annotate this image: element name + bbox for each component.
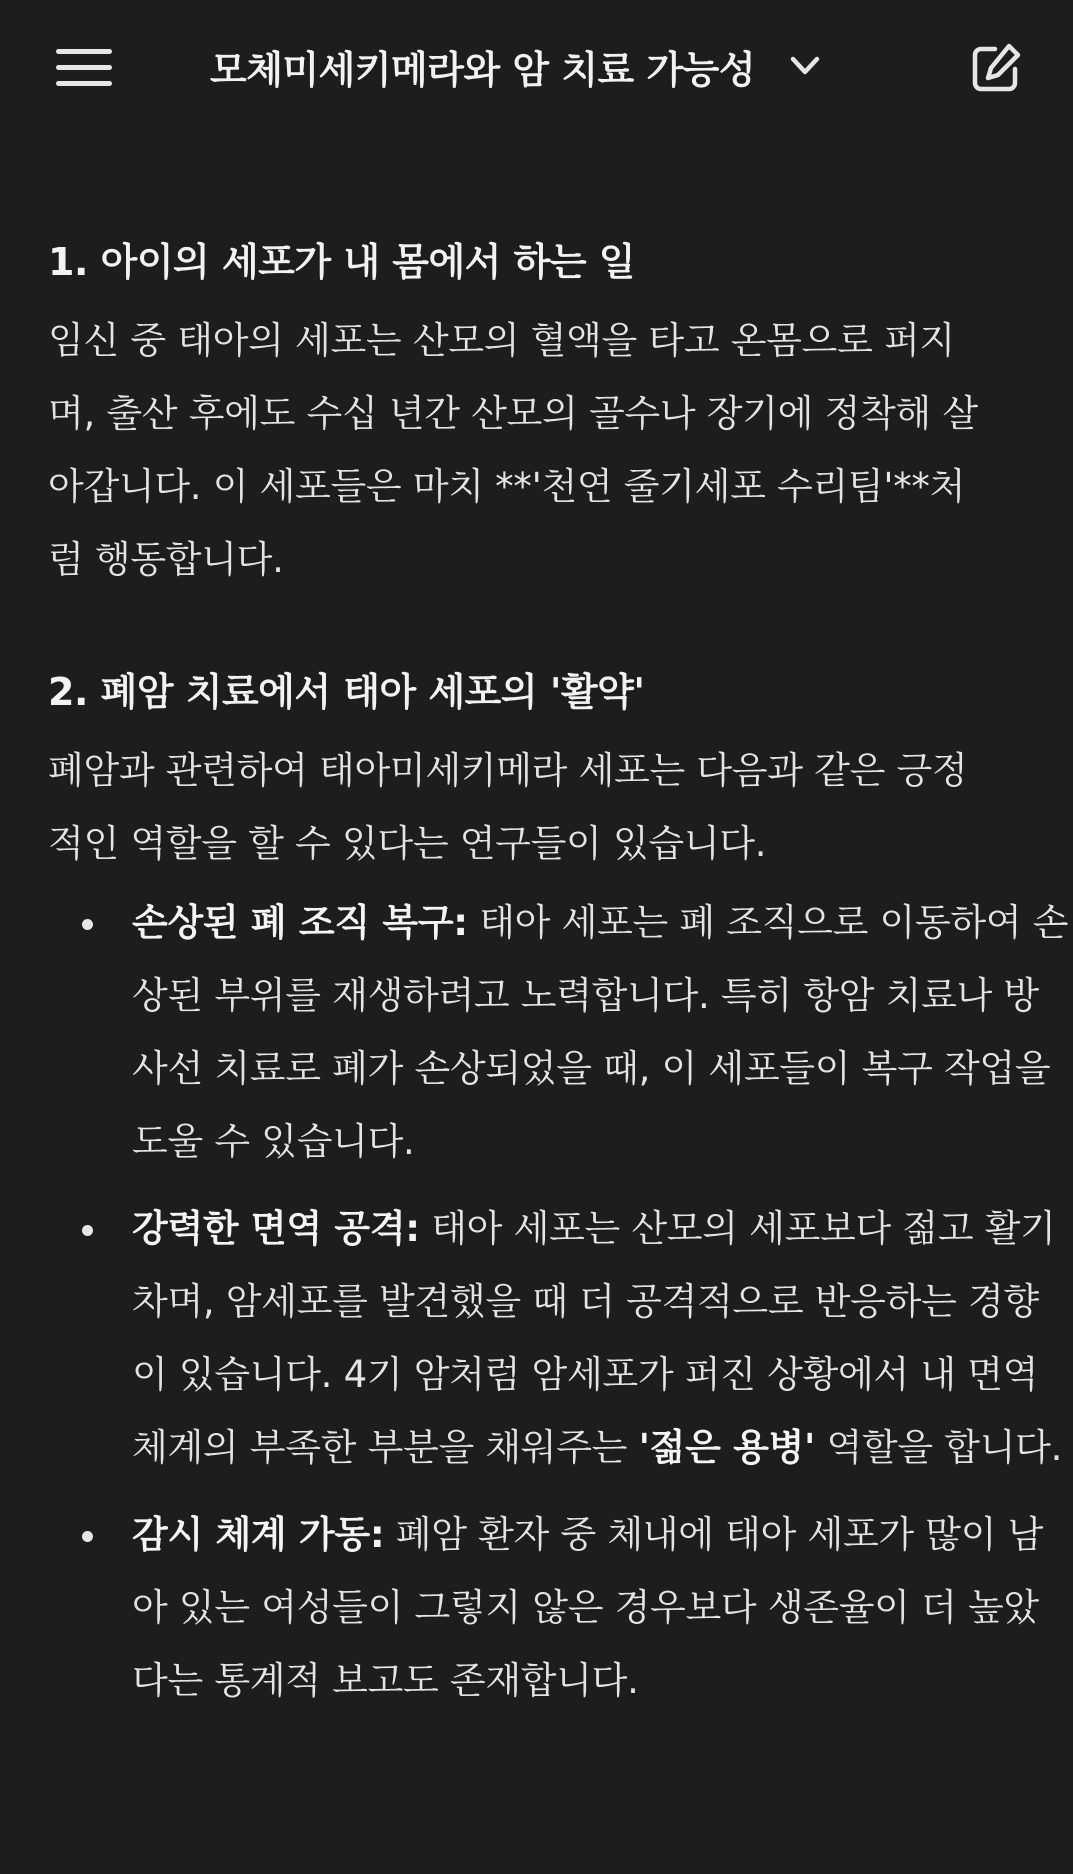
- list-item-text: 태아 세포는 폐 조직으로 이동하여 손상된 부위를 재생하려고 노력합니다. 특히 항암 치료나 방사선 치료로 폐가 손상되었을 때, 이 세포들이 복구 작업을 도울 수 있습니다.: [132, 901, 1069, 1163]
- conversation-title: 모체미세키메라와 암 치료 가능성: [210, 47, 756, 92]
- list-item: [132, 886, 1072, 1178]
- bullet-icon: [82, 919, 93, 930]
- list-item: [132, 1498, 1072, 1717]
- paragraph: 임신 중 태아의 세포는 산모의 혈액을 타고 온몸으로 퍼지며, 출산 후에도 수십 년간 산모의 골수나 장기에 정착해 살아갑니다. 이 세포들은 마치 **'천연 줄기세포 수리팀'**처럼 행동합니다.: [48, 319, 978, 581]
- list-item-title: 손상된 폐 조직 복구:: [132, 901, 468, 944]
- list-item-title: 강력한 면역 공격:: [132, 1207, 420, 1250]
- section-heading: 1. 아이의 세포가 내 몸에서 하는 일: [48, 240, 635, 284]
- bullet-icon: [82, 1225, 93, 1236]
- bullet-list: [48, 886, 1072, 1717]
- list-item-text: 역할을 합니다.: [815, 1426, 1063, 1469]
- list-item-text: 태아 세포는 산모의 세포보다 젊고 활기차며, 암세포를 발견했을 때 더 공격적으로 반응하는 경향이 있습니다. 4기 암처럼 암세포가 퍼진 상황에서 내 면역 체계의 부족한 부분을 채워주는: [132, 1207, 1056, 1469]
- section-heading: 2. 폐암 치료에서 태아 세포의 '활약': [48, 670, 645, 714]
- message-content: [48, 232, 1069, 1731]
- chevron-down-icon: [785, 46, 825, 86]
- paragraph: 폐암과 관련하여 태아미세키메라 세포는 다음과 같은 긍정적인 역할을 할 수 있다는 연구들이 있습니다.: [48, 749, 968, 865]
- top-bar: [0, 0, 1073, 140]
- list-item: [132, 1192, 1072, 1484]
- new-chat-edit-icon[interactable]: [968, 40, 1024, 96]
- list-item-title: 감시 체계 가동:: [132, 1513, 385, 1556]
- bullet-icon: [82, 1531, 93, 1542]
- hamburger-menu-icon[interactable]: [56, 48, 112, 88]
- list-item-emphasis: '젊은 용병': [638, 1426, 815, 1469]
- conversation-title-dropdown[interactable]: [210, 36, 825, 96]
- list-item-text: 폐암 환자 중 체내에 태아 세포가 많이 남아 있는 여성들이 그렇지 않은 경우보다 생존율이 더 높았다는 통계적 보고도 존재합니다.: [132, 1513, 1044, 1702]
